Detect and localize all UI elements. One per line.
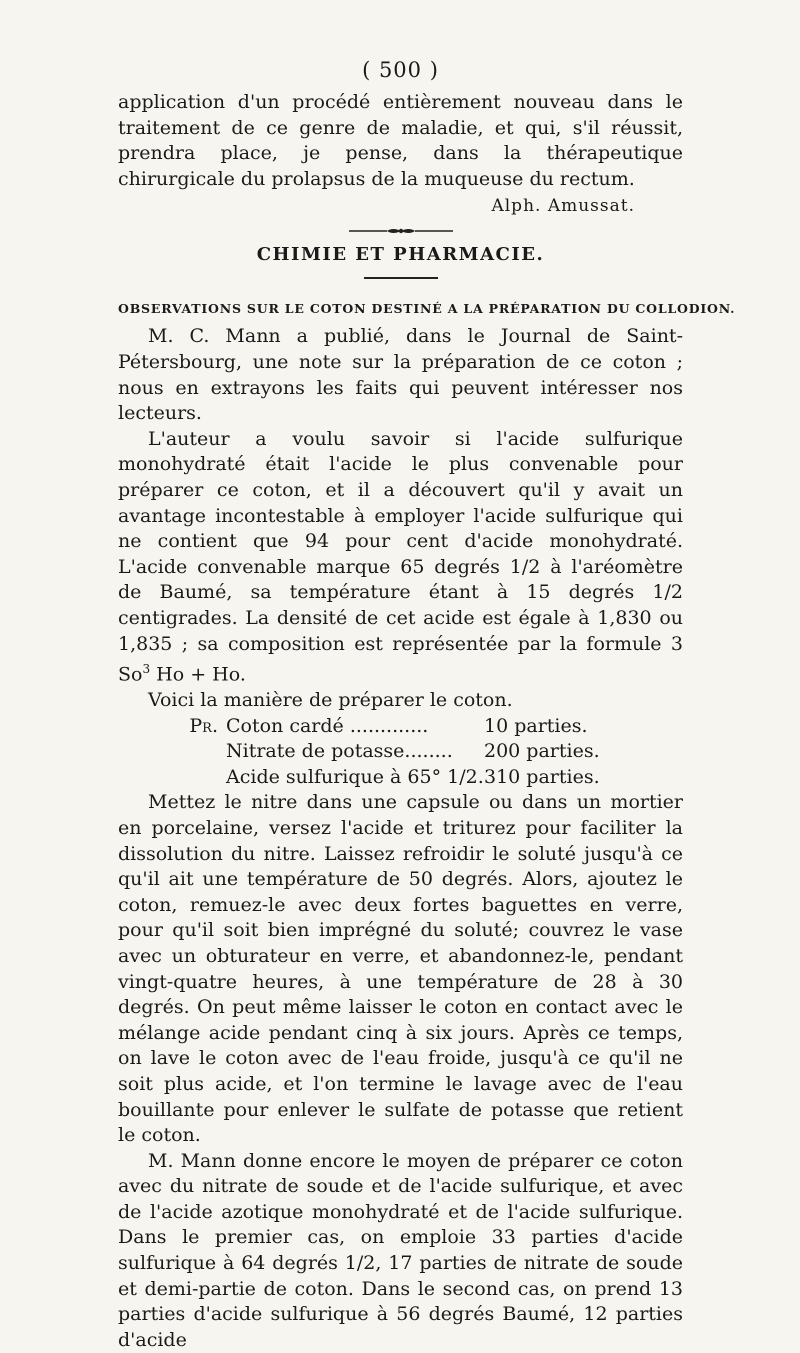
recipe-quantity: 310 parties. xyxy=(484,765,600,788)
recipe-row xyxy=(118,765,683,791)
recipe-row xyxy=(118,739,683,765)
ornament-divider-icon xyxy=(349,226,453,236)
recipe-item: Acide sulfurique à 65° 1/2. xyxy=(226,765,484,788)
paragraph-2-text: L'auteur a voulu savoir si l'acide sulfurique monohydraté était l'acide le plus convenable pour préparer ce coton, et il a découvert qu'il y avait un avantage incontestable à employer l'acide sulfurique qui ne contient que 94 pour cent d'acide monohydraté. L'acide convenable marque 65 degrés 1/2 à l'aréomètre de Baumé, sa température étant à 15 degrés 1/2 centigrades. La densité de cet acide est égale à 1,830 ou 1,835 ; sa composition est représentée par la formule 3 So xyxy=(118,427,683,686)
paragraph-1: M. C. Mann a publié, dans le Journal de Saint-Pétersbourg, une note sur la préparation de ce coton ; nous en extrayons les faits qui peuvent intéresser nos lecteurs. xyxy=(118,325,683,425)
page-number: ( 500 ) xyxy=(362,58,439,82)
ornament-divider xyxy=(118,226,683,236)
recipe-item: Nitrate de potasse........ xyxy=(226,740,453,763)
paragraph-2-text-end: Ho + Ho. xyxy=(150,663,246,686)
recipe-quantity: 10 parties. xyxy=(484,714,588,737)
recipe-item: Coton cardé ............. xyxy=(226,714,429,737)
paragraph-4: Mettez le nitre dans une capsule ou dans un mortier en porcelaine, versez l'acide et triturez pour faciliter la dissolution du nitre. Laissez refroidir le soluté jusqu'à ce qu'il ait une température de 50 degrés. Alors, ajoutez le coton, remuez-le avec deux fortes baguettes en verre, pour qu'il soit bien imprégné du soluté; couvrez le vase avec un obturateur en verre, et abandonnez-le, pendant vingt-quatre heures, à une température de 28 à 30 degrés. On peut même laisser le coton en contact avec le mélange acide pendant cinq à six jours. Après ce temps, on lave le coton avec de l'eau froide, jusqu'à ce qu'il ne soit plus acide, et l'on termine le lavage avec de l'eau bouillante pour enlever le sulfate de potasse que retient le coton. xyxy=(118,791,683,1147)
paragraph-3: Voici la manière de préparer le coton. xyxy=(148,689,513,712)
title-rule xyxy=(364,277,438,279)
recipe-list xyxy=(118,714,683,791)
author-signature: Alph. Amussat. xyxy=(491,196,635,217)
recipe-prefix: Pr. xyxy=(189,714,218,737)
paragraph-5: M. Mann donne encore le moyen de préparer ce coton avec du nitrate de soude et de l'acide sulfurique, et avec de l'acide azotique monohydraté et de l'acide sulfurique. Dans le premier cas, on emploie 33 parties d'acide sulfurique à 64 degrés 1/2, 17 parties de nitrate de soude et demi-partie de coton. Dans le second cas, on prend 13 parties d'acide sulfurique à 56 degrés Baumé, 12 parties d'acide xyxy=(118,1149,683,1351)
section-title: CHIMIE ET PHARMACIE. xyxy=(256,244,545,266)
formula-superscript: 3 xyxy=(142,662,151,677)
text-column xyxy=(118,58,736,1353)
article-heading: OBSERVATIONS SUR LE COTON DESTINÉ A LA PRÉPARATION DU COLLODION. xyxy=(118,301,736,317)
paragraph-2 xyxy=(118,427,683,688)
recipe-quantity: 200 parties. xyxy=(484,740,600,763)
continuation-paragraph: application d'un procédé entièrement nouveau dans le traitement de ce genre de maladie, et qui, s'il réussit, prendra place, je pense, dans la thérapeutique chirurgicale du prolapsus de la muqueuse du rectum. xyxy=(118,91,683,190)
recipe-row xyxy=(118,714,683,740)
